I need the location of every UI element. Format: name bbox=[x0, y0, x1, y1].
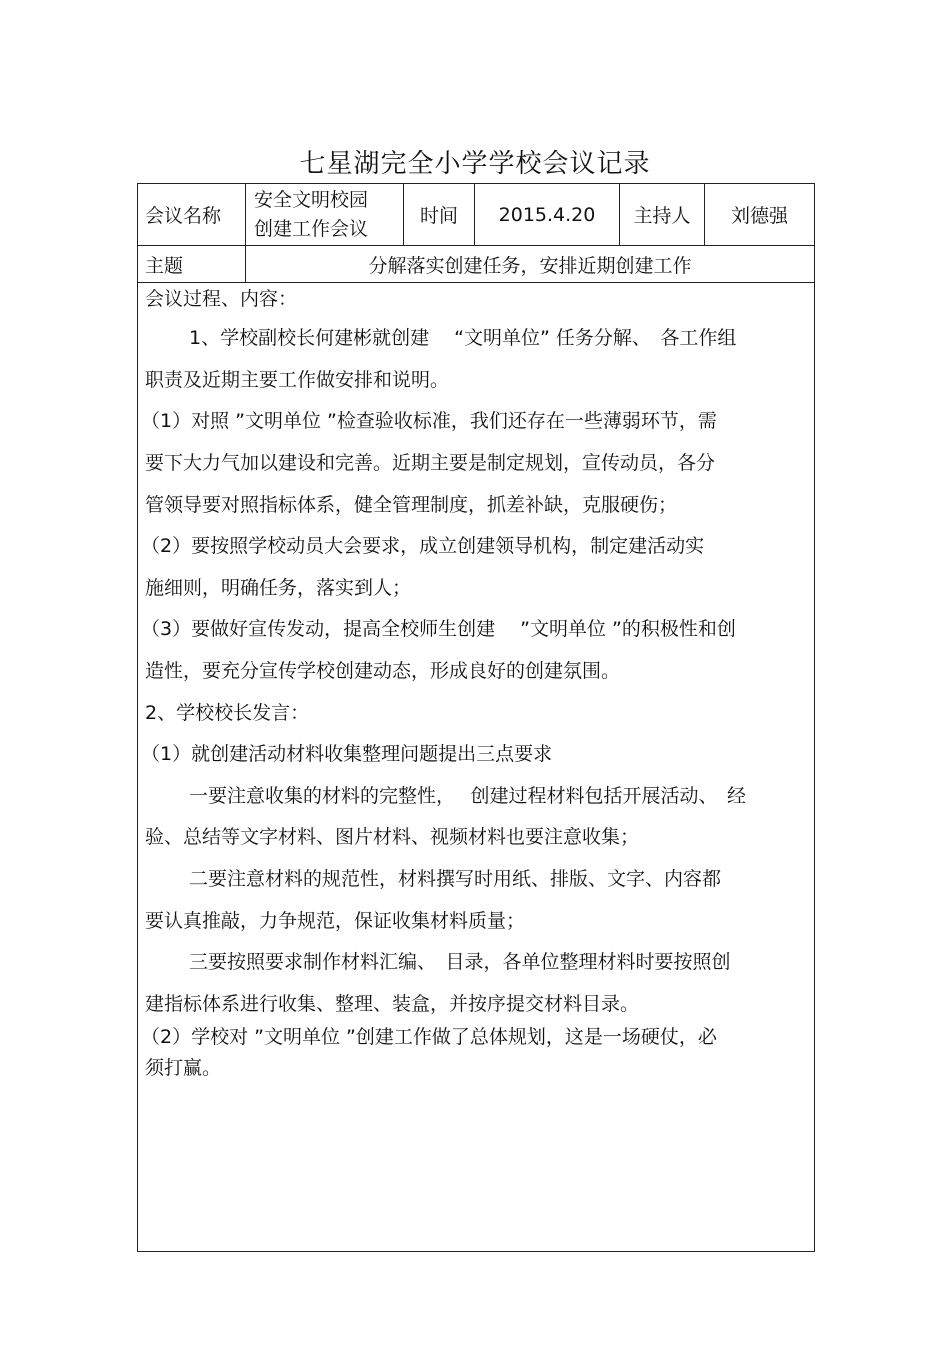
content-line: 职责及近期主要工作做安排和说明。 bbox=[145, 369, 450, 391]
content-line: 要下大力气加以建设和完善。近期主要是制定规划，宣传动员，各分 bbox=[145, 452, 716, 474]
topic-value: 分解落实创建任务，安排近期创建工作 bbox=[246, 246, 815, 283]
time-value: 2015.4.20 bbox=[475, 184, 620, 246]
content-line: 施细则，明确任务，落实到人； bbox=[145, 577, 412, 599]
content-line: 2、学校校长发言： bbox=[145, 702, 310, 724]
meeting-name-label: 会议名称 bbox=[138, 184, 246, 246]
content-line: 验、总结等文字材料、图片材料、视频材料也要注意收集； bbox=[145, 826, 640, 848]
content-line: （1）对照 ”文明单位 ”检查验收标准，我们还存在一些薄弱环节，需 bbox=[141, 410, 717, 432]
content-line: （2）学校对 ”文明单位 ”创建工作做了总体规划，这是一场硬仗，必 bbox=[141, 1026, 717, 1048]
content-line: （1）就创建活动材料收集整理问题提出三点要求 bbox=[141, 743, 553, 765]
meeting-name-line1: 安全文明校园 bbox=[254, 188, 369, 211]
topic-row bbox=[138, 246, 815, 283]
meeting-record-table bbox=[137, 183, 815, 1252]
content-line: 三要按照要求制作材料汇编、 目录，各单位整理材料时要按照创 bbox=[189, 951, 731, 973]
content-heading: 会议过程、内容： bbox=[145, 288, 298, 310]
content-line: 要认真推敲，力争规范，保证收集材料质量； bbox=[145, 910, 526, 932]
content-line: 二要注意材料的规范性，材料撰写时用纸、排版、文字、内容都 bbox=[189, 868, 722, 890]
content-cell bbox=[138, 283, 815, 1252]
meeting-name-value bbox=[246, 184, 404, 246]
content-line: 造性，要充分宣传学校创建动态，形成良好的创建氛围。 bbox=[145, 660, 621, 682]
content-line: 一要注意收集的材料的完整性， 创建过程材料包括开展活动、 经 bbox=[189, 785, 747, 807]
host-value: 刘德强 bbox=[705, 184, 815, 246]
meeting-name-line2: 创建工作会议 bbox=[254, 217, 369, 240]
content-line: 管领导要对照指标体系，健全管理制度，抓差补缺，克服硬伤； bbox=[145, 494, 678, 516]
time-label: 时间 bbox=[404, 184, 475, 246]
content-line: 1、学校副校长何建彬就创建 “文明单位” 任务分解、 各工作组 bbox=[189, 327, 737, 349]
host-label: 主持人 bbox=[620, 184, 705, 246]
topic-label: 主题 bbox=[138, 246, 246, 283]
header-row bbox=[138, 184, 815, 246]
document-title: 七星湖完全小学学校会议记录 bbox=[299, 149, 651, 179]
content-line: 建指标体系进行收集、整理、装盒，并按序提交材料目录。 bbox=[145, 993, 640, 1015]
content-row bbox=[138, 283, 815, 1252]
content-line: 须打赢。 bbox=[145, 1057, 222, 1079]
content-line: （3）要做好宣传发动，提高全校师生创建 ”文明单位 ”的积极性和创 bbox=[141, 618, 736, 640]
content-line: （2）要按照学校动员大会要求，成立创建领导机构，制定建活动实 bbox=[141, 535, 705, 557]
